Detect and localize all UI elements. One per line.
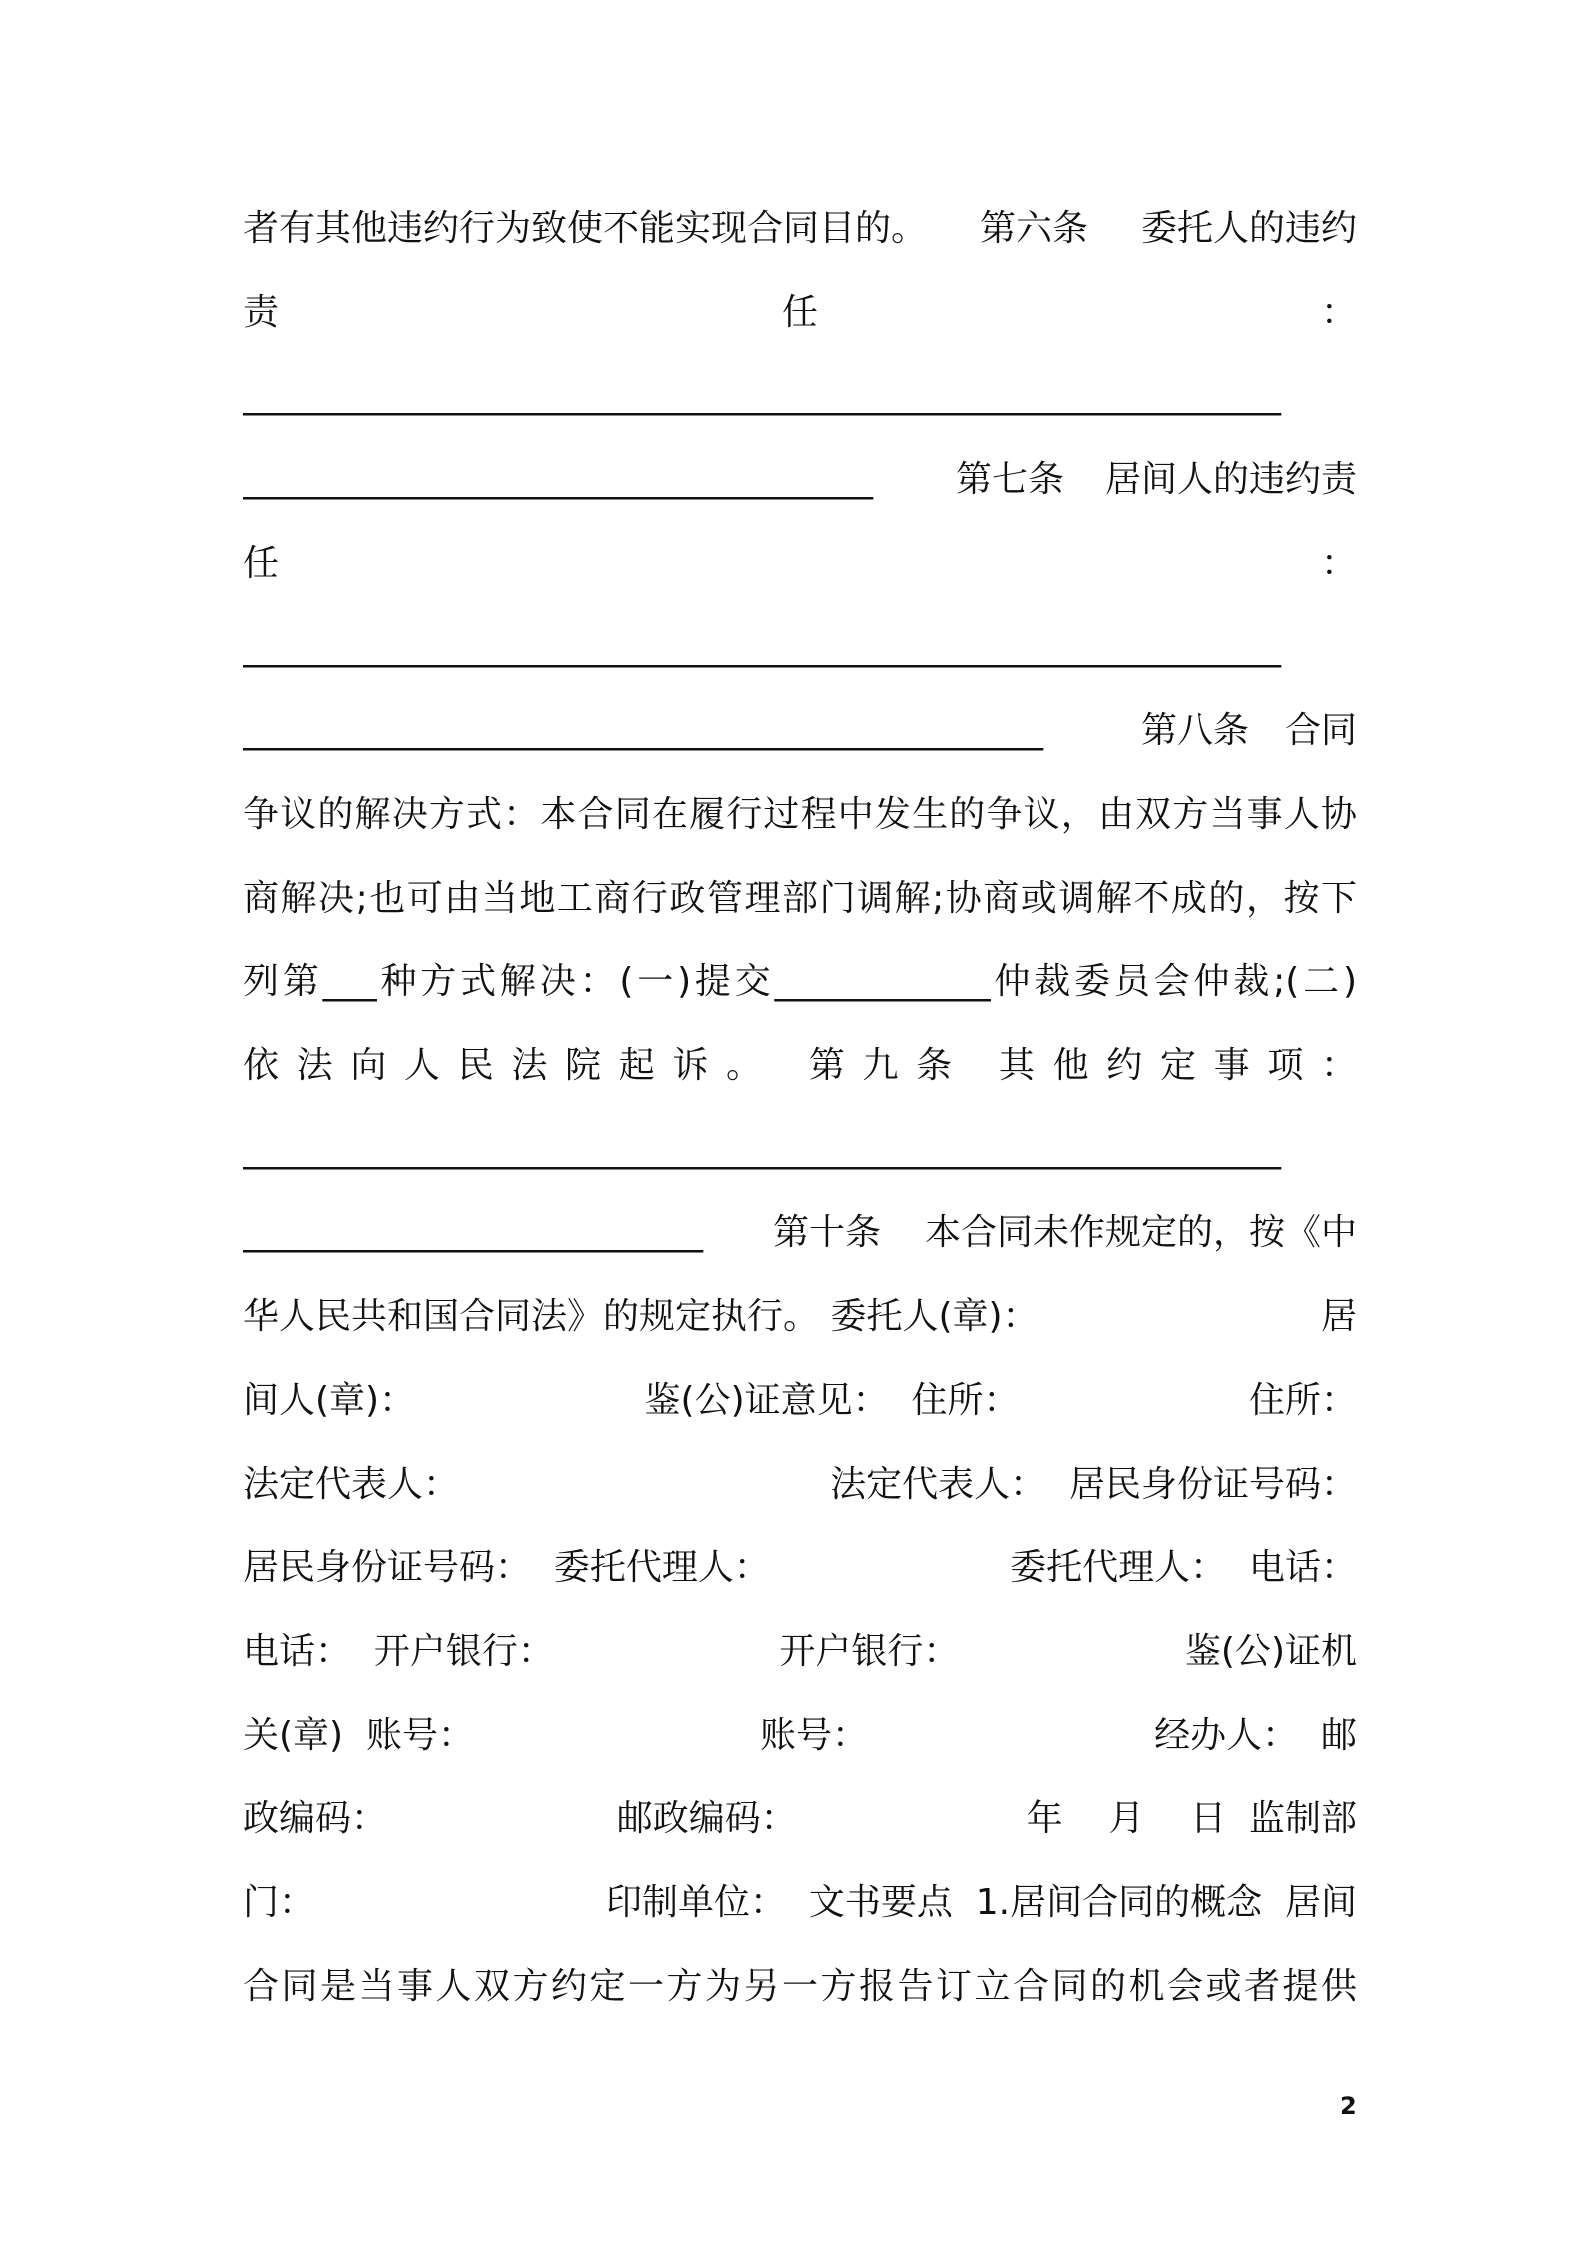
text-line xyxy=(243,1459,1357,1511)
text-line: 列第___种方式解决：(一)提交____________仲裁委员会仲裁;(二) xyxy=(243,961,1357,1003)
text-line: 争议的解决方式：本合同在履行过程中发生的争议，由双方当事人协 xyxy=(243,793,1357,835)
text-segment: 合同 xyxy=(1284,710,1357,752)
text-line xyxy=(243,1375,1357,1427)
text-line: 商解决;也可由当地工商行政管理部门调解;协商或调解不成的，按下 xyxy=(243,877,1357,919)
text-segment: 法定代表人： xyxy=(243,1463,460,1505)
text-line xyxy=(243,1710,1357,1762)
text-segment: 居间人的违约责 xyxy=(1104,459,1357,501)
text-segment: ： xyxy=(1320,291,1357,333)
text-segment: 鉴(公)证意见： 住所： xyxy=(644,1379,1020,1421)
text-line xyxy=(243,1877,1357,1929)
text-line xyxy=(243,1626,1357,1678)
text-line xyxy=(243,705,1357,757)
text-segment: 居民身份证号码： 委托代理人： xyxy=(243,1547,770,1589)
text-segment: 第七条 xyxy=(955,459,1064,501)
text-line xyxy=(243,287,1357,339)
text-line xyxy=(243,1291,1357,1343)
text-segment: 鉴(公)证机 xyxy=(1184,1630,1357,1672)
fill-in-blank: _____________________________________________________________ xyxy=(243,375,1280,417)
text-segment: 居 xyxy=(1320,1296,1357,1338)
text-segment: 华人民共和国合同法》的规定执行。 委托人(章)： xyxy=(243,1296,1039,1338)
text-line: 合同是当事人双方约定一方为另一方报告订立合同的机会或者提供 xyxy=(243,1965,1357,2007)
text-line xyxy=(243,622,1357,674)
fill-in-blank: _____________________________________________________________ xyxy=(243,626,1280,668)
text-segment: ： xyxy=(1320,542,1357,584)
fill-in-blank: _____________________________________ xyxy=(243,459,872,501)
text-segment: 邮政编码： xyxy=(616,1798,797,1840)
text-line xyxy=(243,538,1357,590)
text-line xyxy=(243,203,1357,255)
text-line xyxy=(243,1207,1357,1259)
text-segment: 开户银行： xyxy=(779,1630,960,1672)
text-line xyxy=(243,1124,1357,1176)
fill-in-blank: _______________________________________________ xyxy=(243,710,1042,752)
text-segment: 年 月 日 监制部 xyxy=(1026,1798,1357,1840)
fill-in-blank: ___________________________ xyxy=(243,1212,702,1254)
text-segment: 政编码： xyxy=(243,1798,388,1840)
text-line xyxy=(243,1793,1357,1845)
text-line: 依法向人民法院起诉。 第九条 其他约定事项： xyxy=(243,1045,1357,1086)
text-line xyxy=(243,454,1357,506)
text-segment: 电话： 开户银行： xyxy=(243,1630,554,1672)
text-segment: 经办人： 邮 xyxy=(1154,1714,1357,1756)
text-line xyxy=(243,1542,1357,1594)
text-segment: 委托人的违约 xyxy=(1140,208,1357,249)
text-segment: 账号： xyxy=(760,1714,869,1756)
text-line xyxy=(243,370,1357,422)
text-segment: 者有其他违约行为致使不能实现合同目的。 xyxy=(243,208,928,249)
text-segment: 法定代表人： 居民身份证号码： xyxy=(830,1463,1357,1505)
text-segment: 门： xyxy=(243,1882,316,1923)
text-segment: 住所： xyxy=(1248,1379,1357,1421)
text-segment: 第六条 xyxy=(979,208,1088,249)
text-segment: 任 xyxy=(243,542,280,584)
text-segment: 委托代理人： 电话： xyxy=(1010,1547,1357,1589)
text-segment: 第八条 xyxy=(1140,710,1249,752)
text-segment: 关(章) 账号： xyxy=(243,1714,474,1756)
page-number: 2 xyxy=(1340,2092,1357,2120)
text-segment: 间人(章)： xyxy=(243,1379,416,1421)
fill-in-blank: _____________________________________________________________ xyxy=(243,1128,1280,1170)
text-segment: 第十条 xyxy=(772,1212,881,1254)
text-segment: 任 xyxy=(781,291,818,333)
text-segment: 本合同未作规定的，按《中 xyxy=(924,1212,1357,1254)
text-segment: 责 xyxy=(243,291,280,333)
text-segment: 印制单位： 文书要点 1.居间合同的概念 居间 xyxy=(605,1882,1357,1923)
